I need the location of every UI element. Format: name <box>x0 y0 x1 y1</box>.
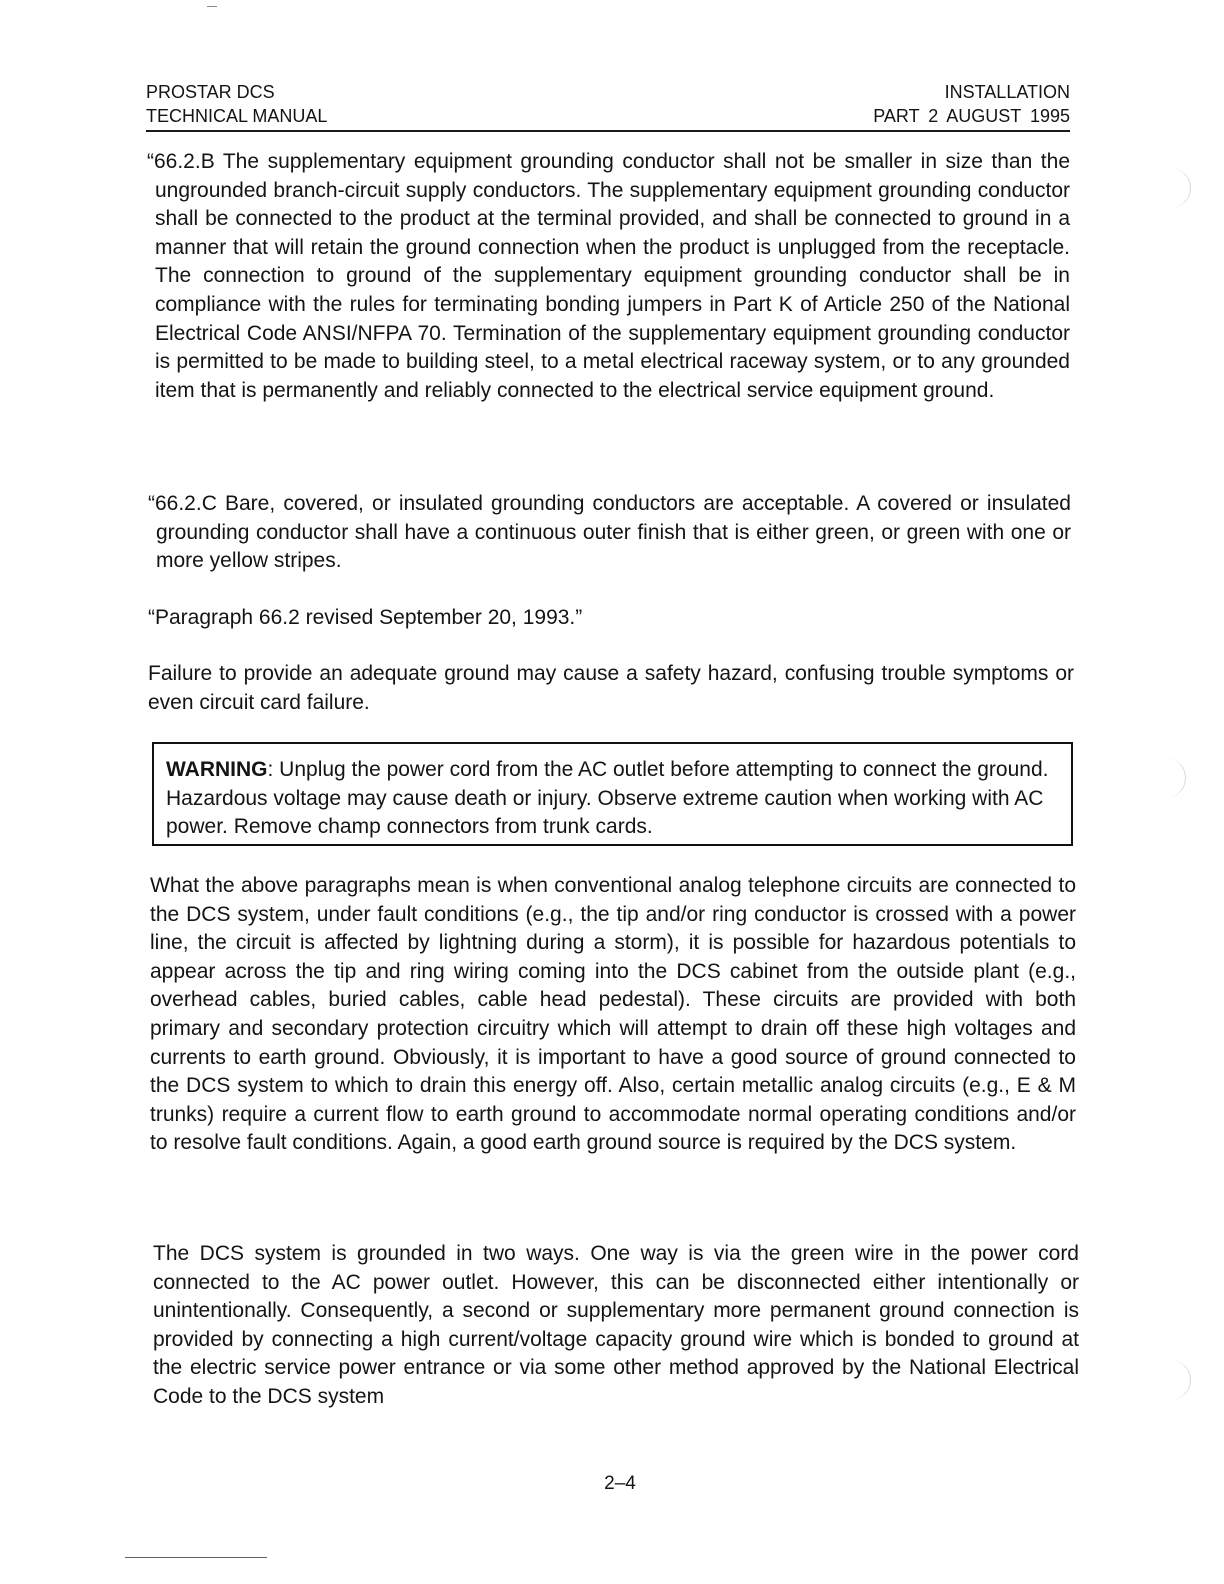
warning-box <box>152 742 1073 846</box>
header-manual: TECHNICAL MANUAL <box>146 106 328 126</box>
paragraph-revision-note: “Paragraph 66.2 revised September 20, 1993.” <box>148 606 583 629</box>
paragraph-66-2-b: “66.2.B The supplementary equipment grounding conductor shall not be smaller in size than the ungrounded branch-circuit supply conductors. The supplementary equipment grounding conductor shall be connected to the product at the terminal provided, and shall be connected to ground in a manner that will retain the ground connection when the product is unplugged from the receptacle. The connection to ground of the supplementary equipment grounding conductor shall be in compliance with the rules for terminating bonding jumpers in Part K of Article 250 of the National Electrical Code ANSI/NFPA 70. Termination of the supplementary equipment grounding conductor is permitted to be made to building steel, to a metal electrical raceway system, or to any grounded item that is permanently and reliably connected to the electrical service equipment ground. <box>147 150 1070 402</box>
warning-text: : Unplug the power cord from the AC outlet before attempting to connect the ground. Hazardous voltage may cause death or injury. Observe extreme caution when working with AC power. Remove champ connectors from trunk cards. <box>166 758 1049 838</box>
paragraph-grounding-methods: The DCS system is grounded in two ways. One way is via the green wire in the power cord connected to the AC power outlet. However, this can be disconnected either intentionally or unintentionally. Consequently, a second or supplementary more permanent ground connection is provided by connecting a high current/voltage capacity ground wire which is bonded to ground at the electric service power entrance or via some other method approved by the National Electrical Code to the DCS system <box>153 1242 1079 1408</box>
warning-label: WARNING <box>166 758 268 781</box>
scan-artifact-mark <box>1160 1360 1191 1400</box>
page-number: 2–4 <box>604 1473 636 1494</box>
footer-rule <box>125 1557 267 1558</box>
scan-artifact-mark <box>1160 168 1191 208</box>
header-section: INSTALLATION <box>944 82 1070 102</box>
scan-artifact-mark <box>1155 758 1186 798</box>
scan-artifact-dash <box>207 6 217 7</box>
paragraph-explanation: What the above paragraphs mean is when conventional analog telephone circuits are connected to the DCS system, under fault conditions (e.g., the tip and/or ring conductor is crossed with a power line, the circuit is affected by lightning during a storm), it is possible for hazardous potentials to appear across the tip and ring wiring coming into the DCS cabinet from the outside plant (e.g., overhead cables, buried cables, cable head pedestal). These circuits are provided with both primary and secondary protection circuitry which will attempt to drain off these high voltages and currents to earth ground. Obviously, it is important to have a good source of ground connected to the DCS system to which to drain this energy off. Also, certain metallic analog circuits (e.g., E & M trunks) require a current flow to earth ground to accommodate normal operating conditions and/or to resolve fault conditions. Again, a good earth ground source is required by the DCS system. <box>150 874 1076 1155</box>
paragraph-failure-note: Failure to provide an adequate ground may cause a safety hazard, confusing trouble symptoms or even circuit card failure. <box>148 662 1074 714</box>
header-product: PROSTAR DCS <box>146 82 275 102</box>
page-header <box>146 80 1070 132</box>
paragraph-66-2-c: “66.2.C Bare, covered, or insulated grounding conductors are acceptable. A covered or insulated grounding conductor shall have a continuous outer finish that is either green, or green with one or more yellow stripes. <box>148 492 1071 573</box>
header-part-date: PART 2 AUGUST 1995 <box>873 106 1070 126</box>
